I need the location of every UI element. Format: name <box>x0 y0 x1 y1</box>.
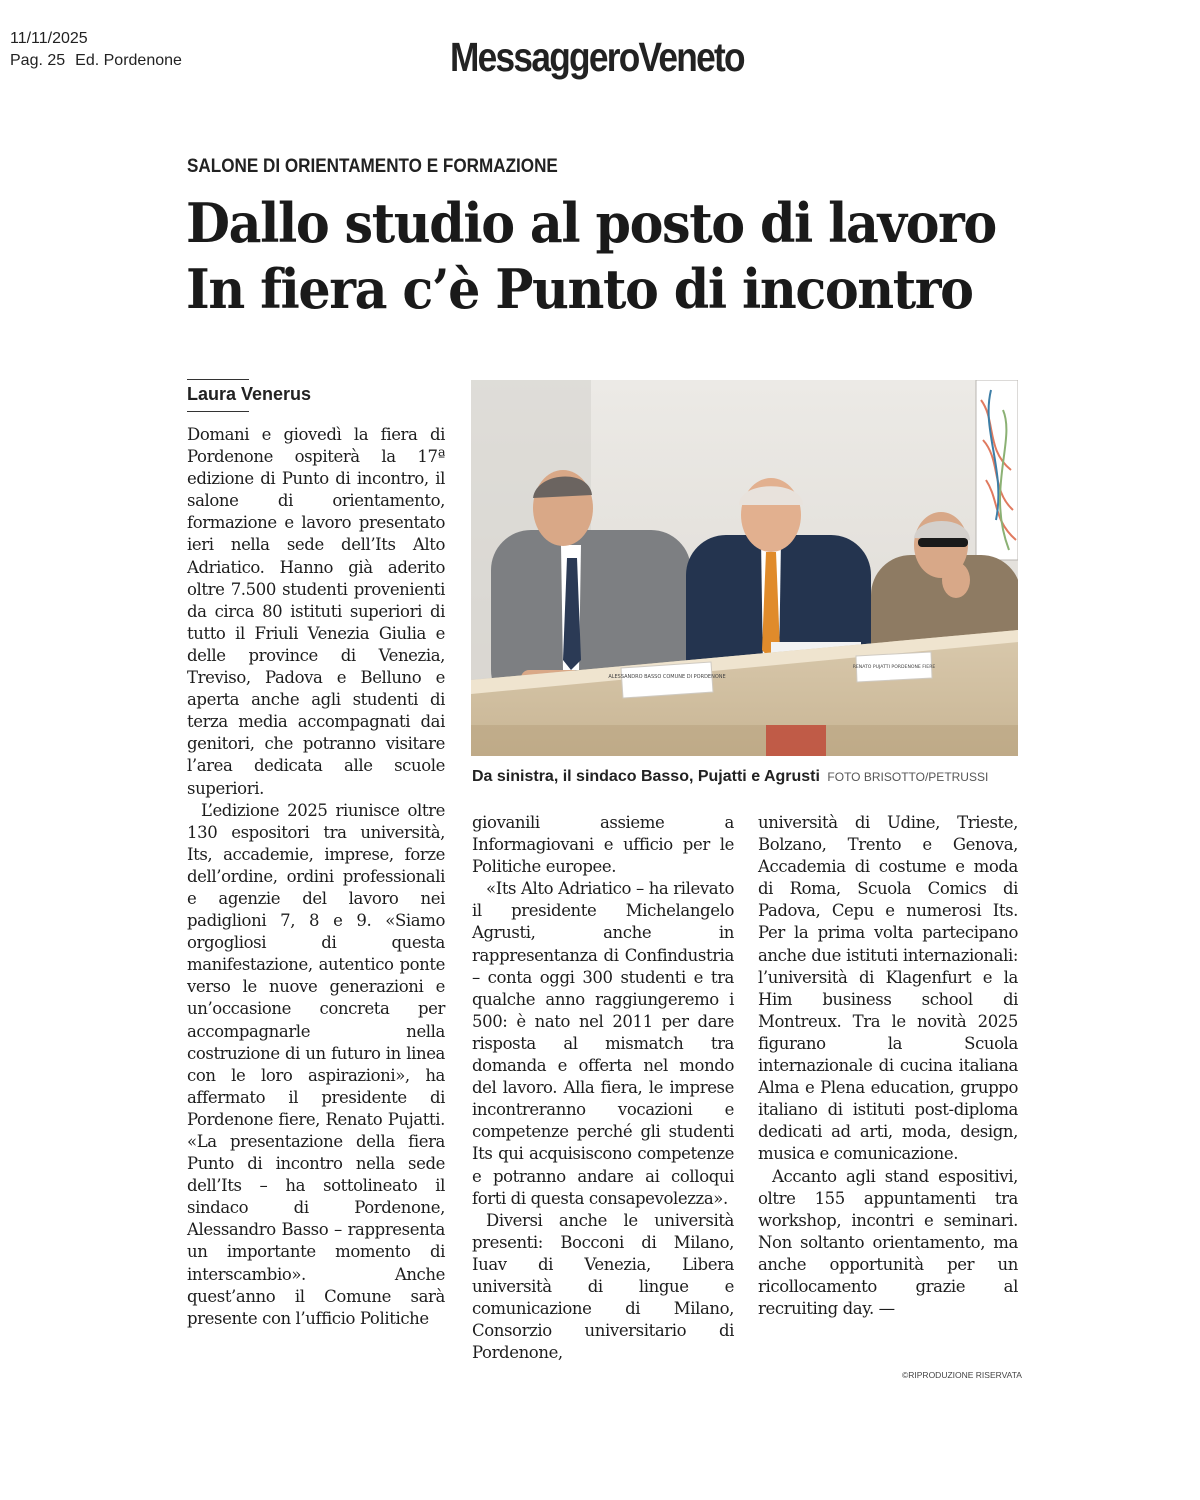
article-column-1 <box>187 424 445 1330</box>
clipping-page-info <box>10 50 192 72</box>
headline-line-2: In fiera c’è Punto di incontro <box>186 257 973 321</box>
paragraph: giovanili assieme a Informagiovani e ufficio per le Politiche europee. <box>472 813 734 877</box>
newspaper-masthead: MessaggeroVeneto <box>450 34 744 80</box>
paragraph: Accanto agli stand espositivi, oltre 155 appuntamenti tra workshop, incontri e seminari. Non soltanto orientamento, ma anche opportunità per un ricollocamento grazie al recruiting day. — <box>758 1166 1018 1319</box>
byline-rule-top <box>187 379 249 380</box>
article-column-3 <box>758 812 1018 1320</box>
caption-text: Da sinistra, il sindaco Basso, Pujatti e Agrusti <box>472 768 820 785</box>
page-number: Pag. 25 <box>10 52 66 69</box>
paragraph: «Its Alto Adriatico – ha rilevato il presidente Michelangelo Agrusti, anche in rappresentanza di Confindustria – conta oggi 300 studenti e tra qualche anno raggiungeremo i 500: è nato nel 2011 per dare risposta al mismatch tra domanda e offerta nel mondo del lavoro. Alla fiera, le imprese incontreranno vocazioni e competenze perché gli studenti Its qui acquisiscono competenze e potranno andare ai colloqui forti di questa consapevolezza». <box>472 879 734 1208</box>
edition: Ed. Pordenone <box>75 52 182 69</box>
nameplate-left-text: ALESSANDRO BASSO COMUNE DI PORDENONE <box>608 674 726 680</box>
photo-credit: FOTO BRISOTTO/PETRUSSI <box>827 770 989 784</box>
byline: Laura Venerus <box>187 384 312 404</box>
byline-rule-bottom <box>187 411 249 412</box>
paragraph: università di Udine, Trieste, Bolzano, Trento e Genova, Accademia di costume e moda di Roma, Scuola Comics di Padova, Cepu e numerosi Its. Per la prima volta partecipano anche due istituti internazionali: l’università di Klagenfurt e la Him business school di Montreux. Tra le novità 2025 figurano la Scuola internazionale di cucina italiana Alma e Plena education, gruppo italiano di istituti post-diploma dedicati ad arti, moda, design, musica e comunicazione. <box>758 813 1018 1164</box>
section-kicker: SALONE DI ORIENTAMENTO E FORMAZIONE <box>187 156 558 177</box>
clipping-date: 11/11/2025 <box>10 30 88 47</box>
photo-caption <box>472 768 988 786</box>
photo-illustration <box>471 380 1018 756</box>
clipping-meta <box>10 28 192 72</box>
article-photo <box>471 380 1018 756</box>
paragraph: Diversi anche le università presenti: Bocconi di Milano, Iuav di Venezia, Libera università di lingue e comunicazione di Milano, Consorzio universitario di Pordenone, <box>472 1210 734 1363</box>
headline-line-1: Dallo studio al posto di lavoro <box>186 191 996 255</box>
article-column-2 <box>472 812 734 1364</box>
paragraph: Domani e giovedì la fiera di Pordenone ospiterà la 17ª edizione di Punto di incontro, il salone di orientamento, formazione e lavoro presentato ieri nella sede dell’Its Alto Adriatico. Hanno già aderito oltre 7.500 studenti provenienti da circa 80 istituti superiori di tutto il Friuli Venezia Giulia e delle province di Venezia, Treviso, Padova e Belluno e aperta anche agli studenti di terza media accompagnati dai genitori, che potranno visitare l’area dedicata alle scuole superiori. <box>187 425 445 798</box>
copyright-notice: ©RIPRODUZIONE RISERVATA <box>902 1370 1022 1380</box>
headline <box>186 190 1046 322</box>
nameplate-right-text: RENATO PUJATTI PORDENONE FIERE <box>852 665 936 670</box>
paragraph: L’edizione 2025 riunisce oltre 130 espositori tra università, Its, accademie, imprese, forze dell’ordine, ordini professionali e agenzie del lavoro nei padiglioni 7, 8 e 9. «Siamo orgogliosi di questa manifestazione, autentico ponte verso le nuove generazioni e un’occasione concreta per accompagnarle nella costruzione di un futuro in linea con le loro aspirazioni», ha affermato il presidente di Pordenone fiere, Renato Pujatti. «La presentazione della fiera Punto di incontro nella sede dell’Its – ha sottolineato il sindaco di Pordenone, Alessandro Basso – rappresenta un importante momento di interscambio». Anche quest’anno il Comune sarà presente con l’ufficio Politiche <box>187 800 445 1328</box>
